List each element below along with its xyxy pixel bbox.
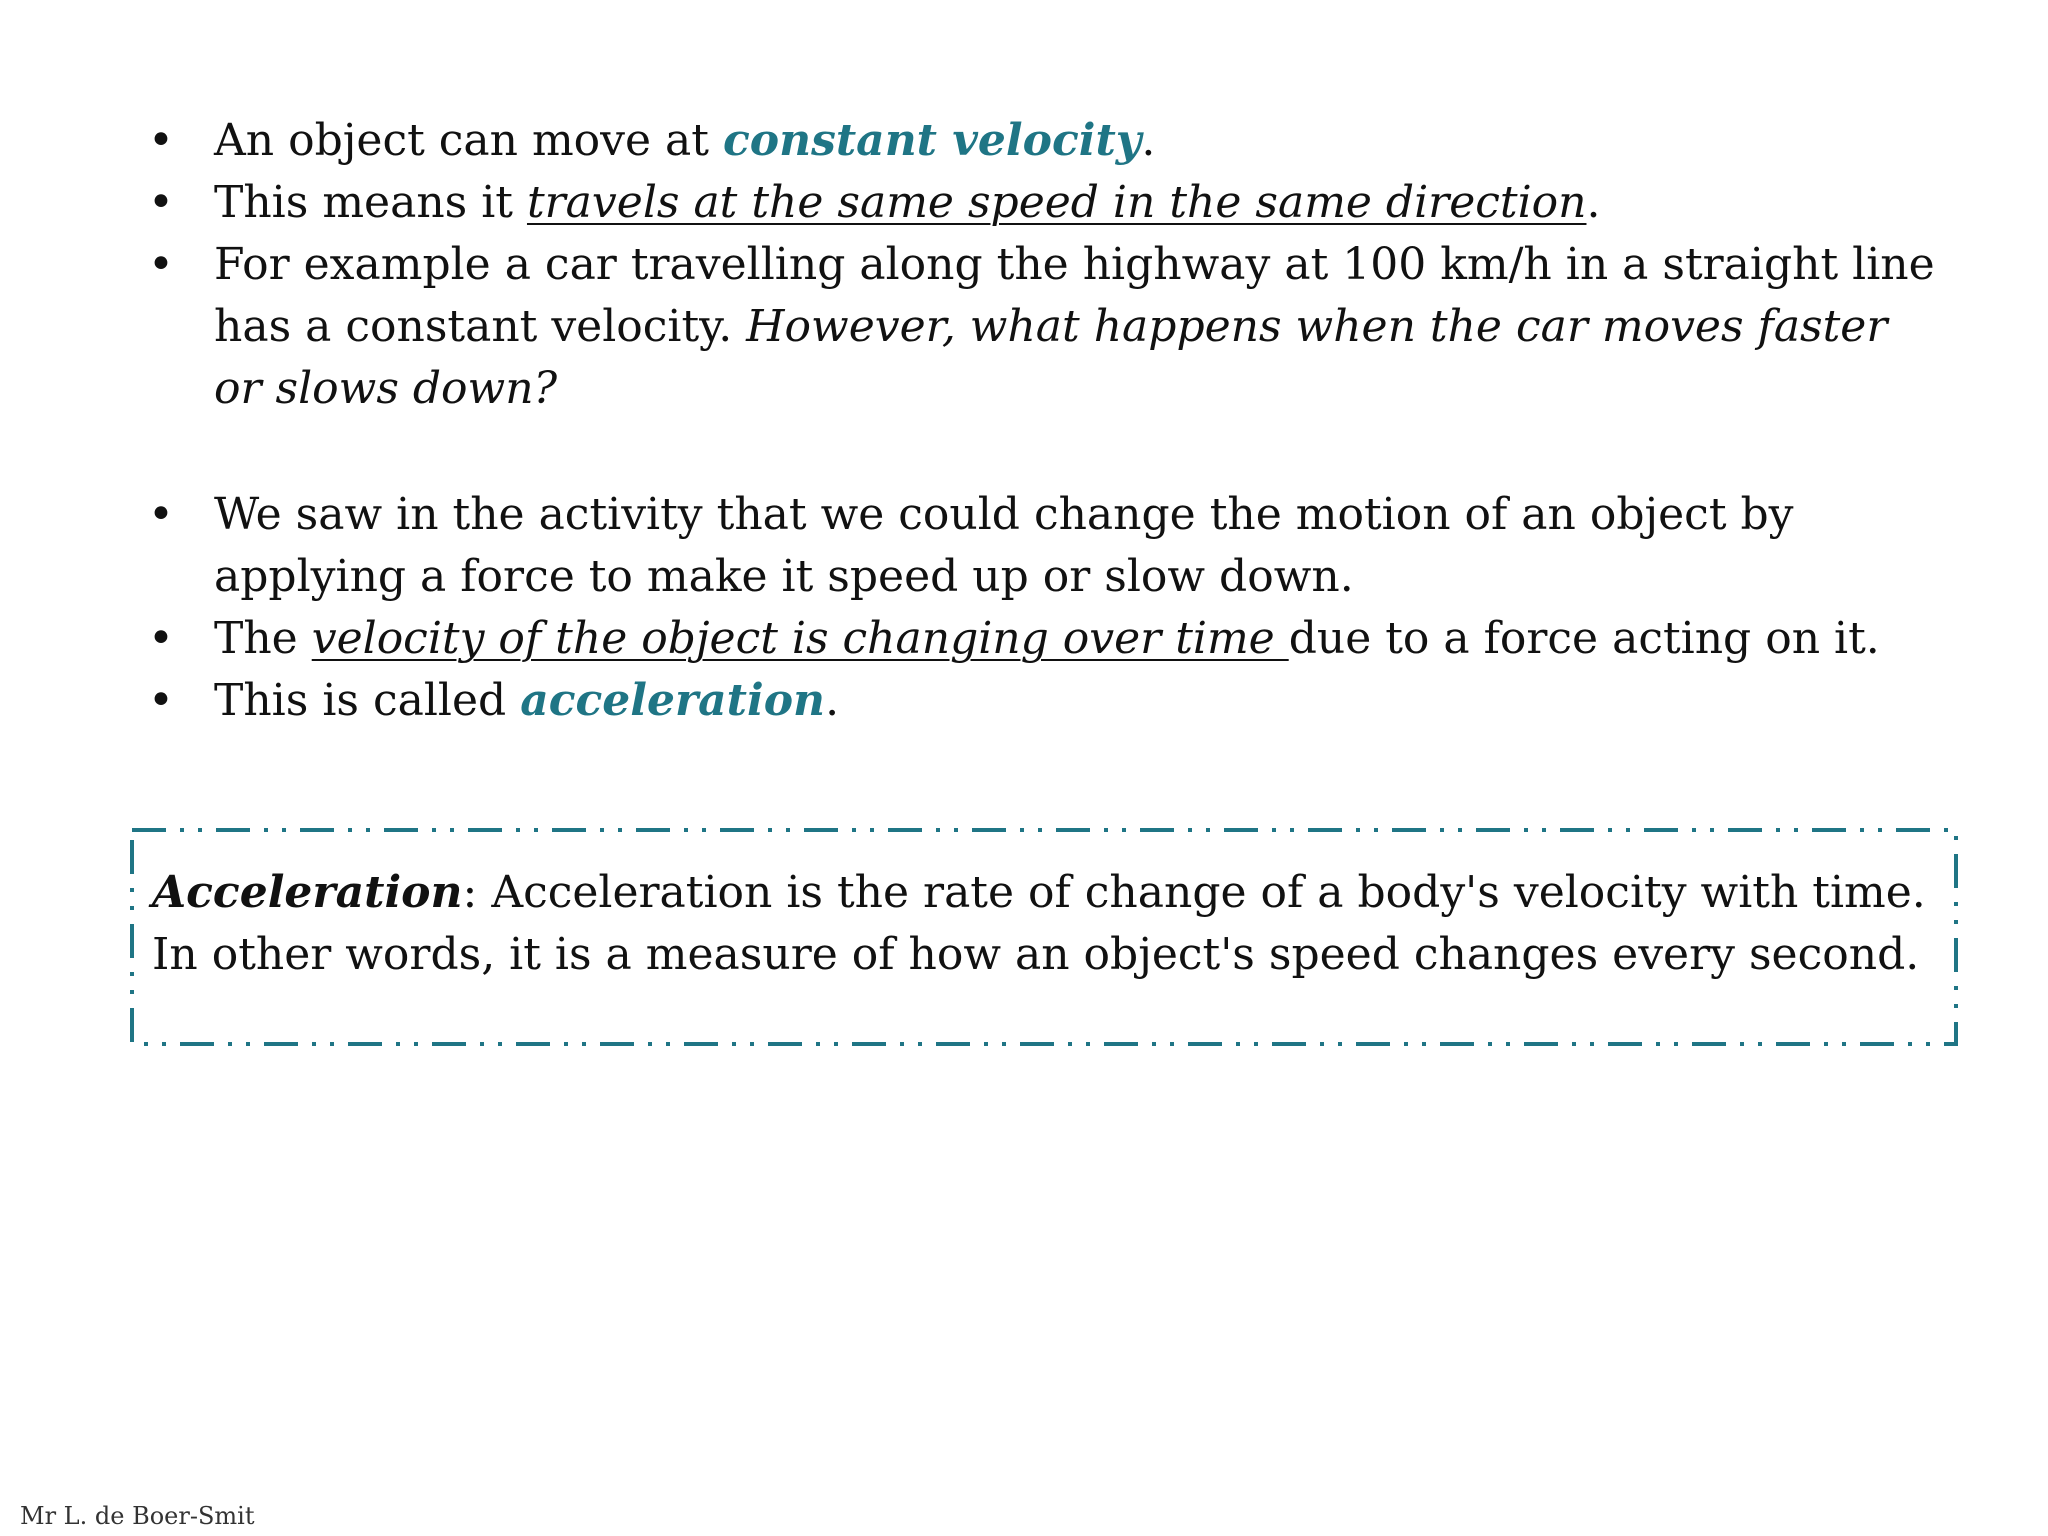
bullet-dot: •: [148, 177, 174, 228]
bullet-list: [148, 110, 1948, 732]
definition-term: Acceleration: [152, 867, 463, 918]
definition-body: Acceleration is the rate of change of a body's velocity with time. In other words, it is a measure of how an object's speed changes every second.: [152, 867, 1926, 980]
definition-text: [152, 862, 1942, 986]
bullet-text: This means it: [214, 177, 527, 228]
bullet-text: For example a car travelling along the highway at 100 km/h in a straight line has a constant velocity.: [214, 239, 1935, 352]
bullet-dot: •: [148, 489, 174, 540]
bullet-item: [148, 110, 1948, 172]
bullet-item: [148, 484, 1948, 608]
underlined-phrase: travels at the same speed in the same direction: [526, 177, 1587, 228]
underlined-phrase: velocity of the object is changing over time: [311, 613, 1289, 664]
bullet-text-tail: due to a force acting on it.: [1288, 613, 1880, 664]
bullet-text: An object can move at: [214, 115, 723, 166]
bullet-dot: •: [148, 613, 174, 664]
bullet-punct: .: [1141, 115, 1156, 166]
bullet-item: [148, 670, 1948, 732]
bullet-item: [148, 608, 1948, 670]
bullet-text: This is called: [214, 675, 521, 726]
bullet-punct: .: [1586, 177, 1601, 228]
key-term-constant-velocity: constant velocity: [722, 115, 1142, 166]
author-footer: Mr L. de Boer-Smit: [20, 1502, 255, 1530]
bullet-punct: .: [825, 675, 840, 726]
bullet-item: [148, 172, 1948, 234]
definition-separator: :: [462, 867, 492, 918]
bullet-dot: •: [148, 239, 174, 290]
bullet-text: The: [214, 613, 312, 664]
bullet-item: [148, 234, 1948, 420]
bullet-dot: •: [148, 675, 174, 726]
key-term-acceleration: acceleration: [520, 675, 826, 726]
definition-box: [130, 828, 1958, 1046]
italic-question: However, what happens when the car moves faster or slows down?: [214, 301, 1888, 414]
bullet-dot: •: [148, 115, 174, 166]
bullet-text: We saw in the activity that we could change the motion of an object by applying a force to make it speed up or slow down.: [214, 489, 1794, 602]
